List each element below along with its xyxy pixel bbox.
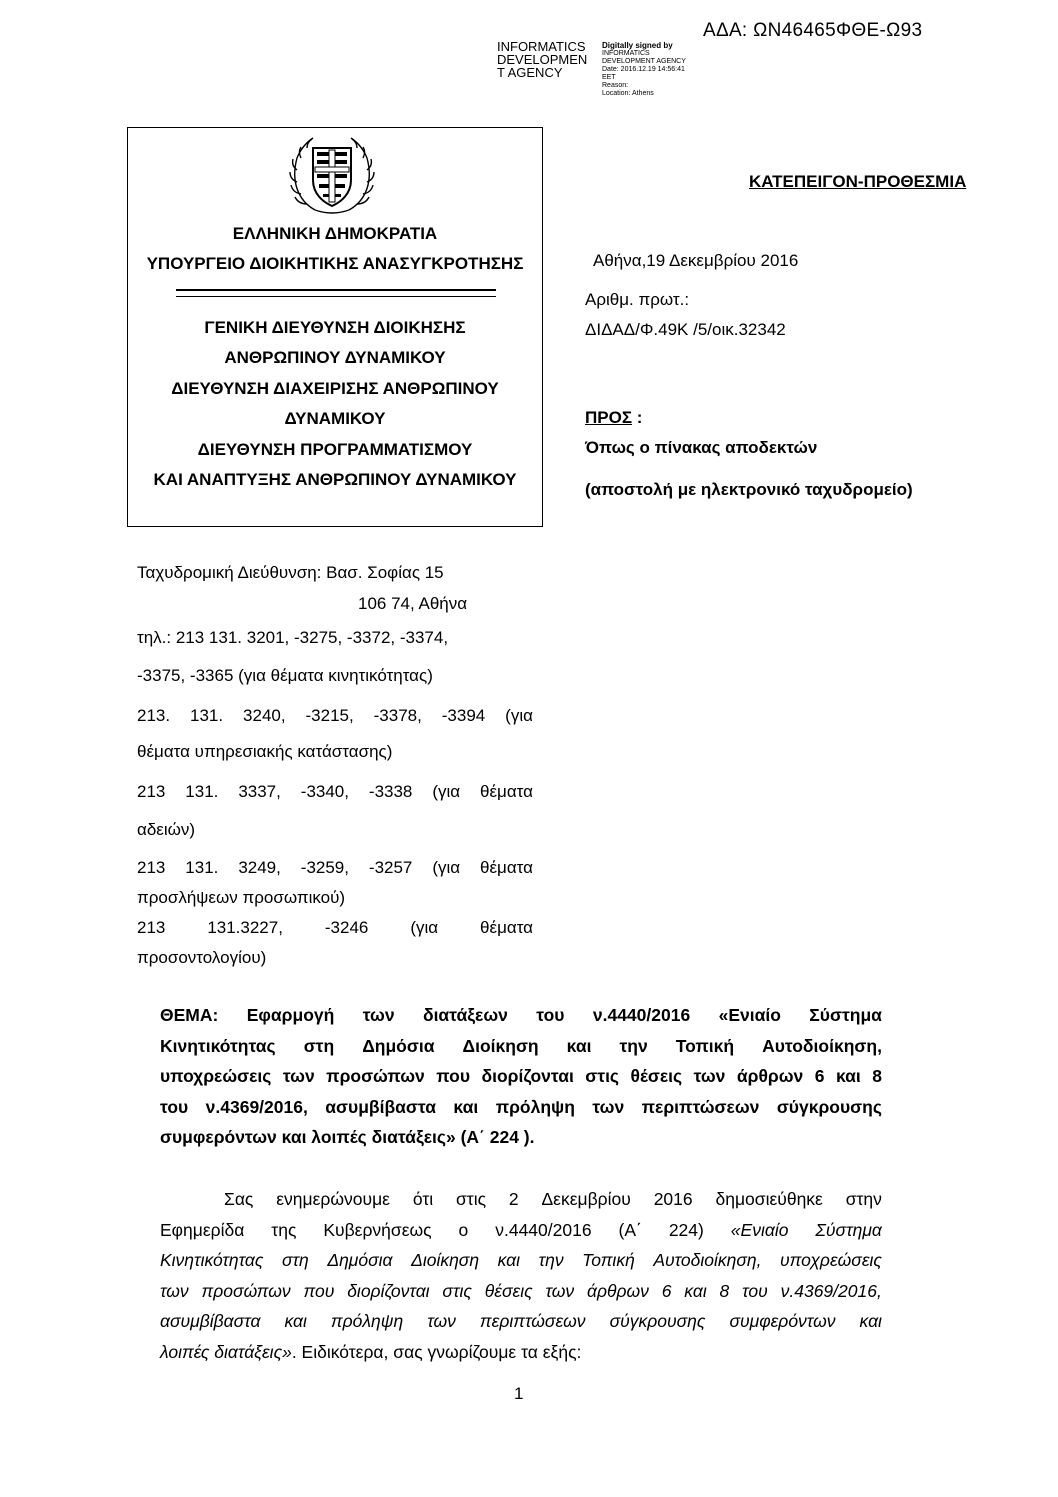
unit-line: ΑΝΘΡΩΠΙΝΟΥ ΔΥΝΑΜΙΚΟΥ [224, 348, 446, 367]
phone-word: 3249, [238, 858, 281, 877]
body-word: και [284, 1311, 307, 1331]
body-word: ότι [412, 1189, 434, 1209]
signature-agency [497, 40, 587, 79]
subject-word: στη [303, 1035, 335, 1056]
body-word: προσώπων [201, 1280, 291, 1301]
signature-detail-line: Location: Athens [602, 90, 654, 97]
subject-word: Δημόσια [362, 1035, 435, 1056]
signature-agency-line: INFORMATICS [497, 39, 586, 54]
body-word: Διοίκηση [411, 1250, 480, 1270]
phone-word: 131.3227, [207, 918, 283, 937]
signature-agency-line: DEVELOPMEN [497, 52, 588, 67]
to-colon: : [632, 408, 643, 427]
body-word: στην [845, 1189, 882, 1209]
body-word: και [684, 1280, 707, 1301]
body-word: «Ενιαίο [730, 1219, 789, 1240]
subject-word: θέσεις [630, 1066, 683, 1086]
urgent-deadline-label: ΚΑΤΕΠΕΙΓΟΝ-ΠΡΟΘΕΣΜΙΑ [749, 172, 967, 191]
body-paragraph [160, 1184, 882, 1367]
phone-word: -3394 [441, 706, 486, 725]
body-word: 2 [508, 1189, 519, 1209]
subject-word: 8 [872, 1066, 882, 1086]
protocol-label: Αριθμ. πρωτ.: [585, 290, 690, 309]
body-word: της [271, 1219, 297, 1240]
phone-word: θέματα [480, 918, 533, 937]
phone-line [137, 742, 533, 762]
subject-word: την [619, 1035, 648, 1056]
page-number: 1 [514, 1384, 524, 1403]
protocol-number: ΔΙΔΑΔ/Φ.49Κ /5/οικ.32342 [585, 320, 786, 339]
body-word: 6 [661, 1280, 672, 1301]
phone-line [137, 782, 533, 802]
signature-agency-line: T AGENCY [497, 65, 563, 80]
body-word: των [427, 1311, 456, 1331]
body-italic-text: λοιπές διατάξεις» [160, 1341, 292, 1362]
subject-line [160, 1061, 882, 1092]
body-word: υποχρεώσεις [780, 1250, 882, 1270]
phone-word: (για [432, 782, 461, 801]
body-word: περιπτώσεων [479, 1311, 586, 1331]
subject-word: και [835, 1066, 861, 1086]
body-line [160, 1184, 882, 1215]
phone-word: -3340, [300, 782, 349, 801]
subject-word: ΘΕΜΑ: [160, 1005, 219, 1025]
subject-word: Αυτοδιοίκηση, [762, 1035, 882, 1056]
body-word: σύγκρουσης [609, 1311, 706, 1331]
body-word: και [497, 1250, 521, 1270]
phone-word: -3338 [368, 782, 413, 801]
phone-word: 213 [137, 918, 166, 937]
phone-word: (για [410, 918, 439, 937]
phone-word: αδειών) [137, 820, 196, 839]
body-line [160, 1245, 882, 1276]
subject-word: του [536, 1005, 565, 1025]
postal-address: Ταχυδρομική Διεύθυνση: Βασ. Σοφίας 15 [137, 563, 444, 582]
body-word: και [859, 1311, 882, 1331]
body-line [160, 1276, 882, 1307]
phone-word: 213 [137, 782, 166, 801]
subject-word: των [362, 1005, 395, 1025]
subject-word: υποχρεώσεις [160, 1066, 272, 1086]
phone-word: 131. [185, 782, 219, 801]
body-line [160, 1215, 882, 1246]
phone-word: -3259, [300, 858, 349, 877]
subject-word: στις [585, 1066, 620, 1086]
body-word: των [160, 1280, 189, 1301]
subject-word: των [693, 1066, 726, 1086]
subject-line [160, 1122, 882, 1153]
subject-word: σύγκρουσης [776, 1096, 882, 1117]
subject-word: προσώπων [326, 1066, 425, 1086]
body-word: άρθρων [586, 1280, 649, 1301]
signature-detail-line: EET [602, 74, 616, 81]
phone-line [137, 628, 533, 648]
body-word: Δημόσια [327, 1250, 393, 1270]
recipients-line: Όπως ο πίνακας αποδεκτών [585, 438, 818, 457]
subject-word: «Ενιαίο [718, 1005, 781, 1025]
body-word: 2016 [653, 1189, 693, 1209]
body-word: Σας [224, 1189, 254, 1209]
phone-line [137, 918, 533, 938]
double-rule-divider [176, 289, 496, 297]
body-word: Τοπική [582, 1250, 635, 1270]
subject-word: Εφαρμογή [246, 1005, 335, 1025]
phone-line [137, 888, 533, 908]
phone-word: 213. [137, 706, 171, 725]
unit-line: ΓΕΝΙΚΗ ΔΙΕΥΘΥΝΣΗ ΔΙΟΙΚΗΣΗΣ [204, 318, 466, 337]
signature-details [602, 42, 686, 98]
subject-word: πρόληψη [495, 1096, 575, 1117]
subject-paragraph [160, 1000, 882, 1153]
body-word: 8 [719, 1280, 730, 1301]
subject-word: και [453, 1096, 479, 1117]
body-word: ενημερώνουμε [276, 1189, 390, 1209]
phone-word: -3378, [373, 706, 422, 725]
body-word: διορίζονται [347, 1280, 430, 1301]
subject-word: ν.4369/2016, [205, 1096, 308, 1117]
subject-word: των [282, 1066, 315, 1086]
phone-line [137, 858, 533, 878]
greek-coat-of-arms-icon [277, 134, 387, 216]
subject-word: των [592, 1096, 625, 1117]
signature-detail-line: Reason: [602, 82, 629, 89]
subject-word: Τοπική [675, 1035, 735, 1056]
subject-line [160, 1031, 882, 1062]
body-word: στη [281, 1250, 309, 1270]
signature-detail-line: Digitally signed by [602, 41, 673, 50]
unit-line: ΔΙΕΥΘΥΝΣΗ ΔΙΑΧΕΙΡΙΣΗΣ ΑΝΘΡΩΠΙΝΟΥ [171, 379, 499, 398]
phone-word: προσλήψεων προσωπικού) [137, 888, 346, 907]
body-word: δημοσιεύθηκε [715, 1189, 823, 1209]
phone-word: (για [505, 706, 533, 725]
signature-detail-line: DEVELOPMENT AGENCY [602, 58, 686, 65]
body-word: πρόληψη [330, 1311, 404, 1331]
body-word: ν.4440/2016 [495, 1219, 592, 1240]
subject-word: διατάξεων [422, 1005, 508, 1025]
body-word: (Α΄ [618, 1219, 642, 1240]
phone-line [137, 820, 533, 840]
body-word: 224) [668, 1219, 704, 1240]
body-word: την [538, 1250, 564, 1270]
body-line [160, 1306, 882, 1337]
republic-title: ΕΛΛΗΝΙΚΗ ΔΗΜΟΚΡΑΤΙΑ [232, 224, 438, 243]
unit-line: ΔΙΕΥΘΥΝΣΗ ΠΡΟΓΡΑΜΜΑΤΙΣΜΟΥ [197, 440, 473, 459]
subject-word: διορίζονται [481, 1066, 574, 1086]
body-word: που [303, 1280, 335, 1301]
body-word: ο [458, 1219, 469, 1240]
subject-word: άρθρων [736, 1066, 804, 1086]
document-date: Αθήνα,19 Δεκεμβρίου 2016 [593, 251, 799, 270]
subject-word: Κινητικότητας [160, 1035, 276, 1056]
phone-word: προσοντολογίου) [137, 948, 267, 967]
subject-word: του [160, 1096, 189, 1117]
body-word: συμφερόντων [729, 1311, 836, 1331]
phone-word: θέματα [480, 782, 533, 801]
phone-word: -3375, -3365 (για θέματα κινητικότητας) [137, 666, 433, 685]
to-label: ΠΡΟΣ [585, 408, 633, 427]
body-word: των [545, 1280, 575, 1301]
subject-word: και [566, 1035, 592, 1056]
phone-word: -3215, [305, 706, 354, 725]
body-word: Κινητικότητας [160, 1250, 264, 1270]
phone-word: 131. [190, 706, 224, 725]
subject-word: ν.4440/2016 [592, 1005, 691, 1025]
phone-word: -3257 [368, 858, 413, 877]
postal-code-city: 106 74, Αθήνα [358, 594, 468, 613]
phone-word: 131. [185, 858, 219, 877]
subject-word: που [436, 1066, 471, 1086]
body-word: Κυβερνήσεως [323, 1219, 432, 1240]
phone-word: 3240, [243, 706, 286, 725]
subject-word: Σύστημα [809, 1005, 882, 1025]
delivery-method: (αποστολή με ηλεκτρονικό ταχυδρομείο) [585, 480, 913, 499]
body-word: στις [455, 1189, 487, 1209]
subject-word: συμφερόντων και λοιπές διατάξεις» (Α΄ 224 ). [160, 1127, 535, 1147]
ada-number: ΑΔΑ: ΩΝ46465ΦΘΕ-Ω93 [703, 20, 923, 41]
body-word: ν.4369/2016, [780, 1280, 882, 1301]
body-word: Σύστημα [815, 1219, 882, 1240]
phone-line [137, 948, 533, 968]
signature-detail-line: Date: 2016.12.19 14:56:41 [602, 66, 685, 73]
unit-line: ΚΑΙ ΑΝΑΠΤΥΞΗΣ ΑΝΘΡΩΠΙΝΟΥ ΔΥΝΑΜΙΚΟΥ [153, 470, 517, 489]
subject-line [160, 1000, 882, 1031]
body-text: . Ειδικότερα, σας γνωρίζουμε τα εξής: [291, 1341, 582, 1362]
body-word: θέσεις [484, 1280, 533, 1301]
phone-line [137, 666, 533, 686]
signature-detail-line: INFORMATICS [602, 50, 650, 57]
phone-word: 3337, [238, 782, 281, 801]
phone-word: 213 [137, 858, 166, 877]
subject-word: περιπτώσεων [641, 1096, 760, 1117]
phone-word: (για [432, 858, 461, 877]
body-word: του [742, 1280, 768, 1301]
phone-word: -3246 [324, 918, 369, 937]
subject-word: Διοίκηση [462, 1035, 539, 1056]
subject-word: 6 [814, 1066, 825, 1086]
body-word: στις [442, 1280, 472, 1301]
unit-line: ΔΥΝΑΜΙΚΟΥ [284, 409, 386, 428]
phone-word: θέματα υπηρεσιακής κατάστασης) [137, 742, 393, 761]
body-word: ασυμβίβαστα [160, 1311, 261, 1331]
subject-line [160, 1092, 882, 1123]
to-heading [585, 408, 642, 428]
phone-word: θέματα [480, 858, 533, 877]
ministry-title: ΥΠΟΥΡΓΕΙΟ ΔΙΟΙΚΗΤΙΚΗΣ ΑΝΑΣΥΓΚΡΟΤΗΣΗΣ [146, 254, 524, 273]
phone-line [137, 706, 533, 726]
body-word: Αυτοδιοίκηση, [653, 1250, 762, 1270]
body-word: Εφημερίδα [160, 1219, 245, 1240]
body-word: Δεκεμβρίου [541, 1189, 631, 1209]
body-line [160, 1337, 882, 1368]
subject-word: ασυμβίβαστα [325, 1096, 436, 1117]
phone-word: τηλ.: 213 131. 3201, -3275, -3372, -3374, [137, 628, 449, 647]
